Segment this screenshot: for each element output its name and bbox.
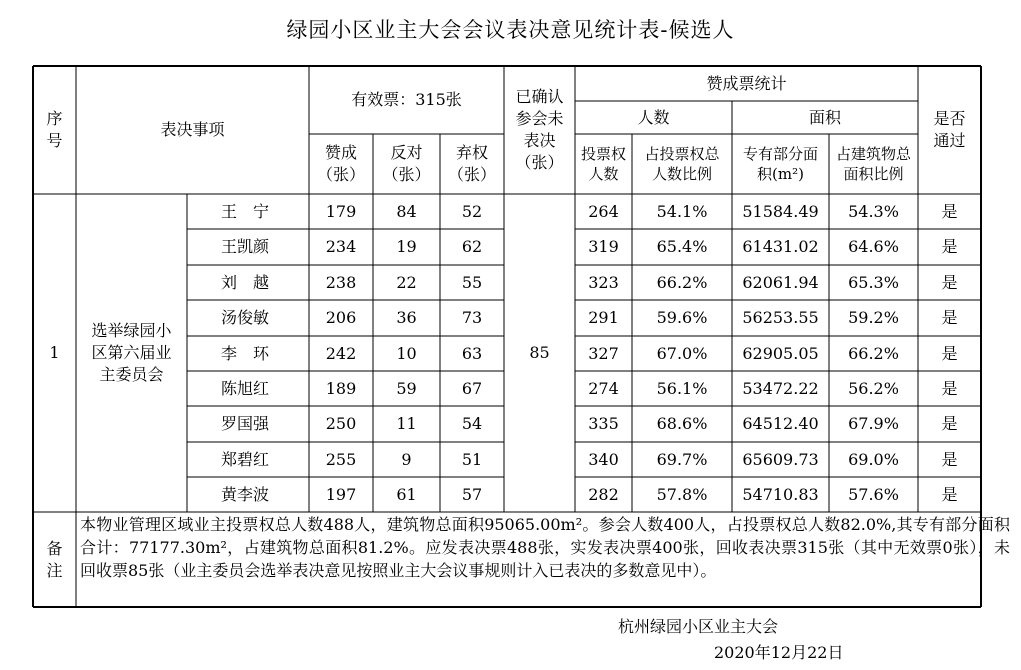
vote-ratio: 68.6% [656,414,708,433]
agree-count: 242 [325,343,357,363]
area-value: 62061.94 [742,272,819,292]
vote-ratio: 56.1% [656,378,708,398]
candidate-name: 汤俊敏 [221,308,270,327]
confirmed-value: 85 [529,343,550,362]
notes-label: 备 注 [46,538,63,580]
vote-count: 274 [588,378,619,398]
vote-count: 335 [588,414,619,433]
area-ratio: 56.2% [848,378,899,398]
area-value: 64512.40 [742,414,819,433]
candidate-name: 郑碧红 [221,449,270,469]
agree-count: 206 [325,308,357,327]
agree-count: 250 [325,414,357,433]
header-vote-ratio: 占投票权总 人数比例 [644,145,720,183]
passed-value: 是 [941,272,958,292]
agree-count: 189 [325,378,357,398]
header-seq: 序 号 [46,109,63,150]
passed-value: 是 [941,308,958,327]
area-ratio: 67.9% [848,414,899,433]
passed-value: 是 [941,201,958,221]
passed-value: 是 [941,378,958,398]
abstain-count: 51 [461,449,483,469]
area-ratio: 57.6% [848,484,899,504]
agree-count: 234 [325,237,357,256]
header-oppose: 反对 （张） [382,143,431,184]
area-value: 61431.02 [742,237,819,256]
abstain-count: 52 [461,201,483,221]
area-value: 51584.49 [742,201,819,221]
area-ratio: 54.3% [848,201,899,221]
item-label: 选举绿园小 区第六届业 主委员会 [91,321,172,384]
header-people: 人数 [637,107,670,127]
agree-count: 179 [325,201,357,221]
area-value: 53472.22 [742,378,819,398]
passed-value: 是 [941,414,958,433]
passed-value: 是 [941,343,958,363]
area-ratio: 69.0% [848,449,899,469]
candidate-name: 陈旭红 [221,378,270,398]
candidate-name: 李 环 [221,343,270,363]
abstain-count: 55 [461,272,483,292]
area-value: 56253.55 [742,308,819,327]
header-area-ratio: 占建筑物总 面积比例 [835,145,911,183]
header-area-value: 专有部分面 积(m²) [742,145,818,183]
candidate-name: 黄李波 [221,484,270,504]
vote-ratio: 57.8% [656,484,708,504]
area-value: 54710.83 [742,484,819,504]
vote-count: 282 [588,484,619,504]
oppose-count: 59 [396,378,417,398]
header-confirmed: 已确认 参会未 表决 （张） [515,87,564,172]
passed-value: 是 [941,449,958,469]
abstain-count: 54 [461,414,483,433]
vote-ratio: 59.6% [656,308,708,327]
vote-count: 323 [588,272,619,292]
candidate-name: 王凯颜 [221,237,270,256]
candidate-name: 罗国强 [221,414,270,433]
candidate-name: 刘 越 [221,272,270,292]
vote-count: 319 [588,237,619,256]
header-area: 面积 [808,107,841,127]
header-agree: 赞成 （张） [316,143,365,184]
oppose-count: 84 [396,201,417,221]
header-stats: 赞成票统计 [706,73,787,93]
vote-ratio: 54.1% [656,201,708,221]
oppose-count: 61 [396,484,417,504]
vote-count: 340 [588,449,619,469]
footer-org: 杭州绿园小区业主大会 [618,617,779,636]
abstain-count: 57 [461,484,483,504]
oppose-count: 9 [401,449,412,469]
vote-ratio: 67.0% [656,343,708,363]
vote-ratio: 66.2% [656,272,708,292]
abstain-count: 63 [461,343,483,363]
area-ratio: 59.2% [848,308,899,327]
footer-date: 2020年12月22日 [714,643,844,662]
candidate-name: 王 宁 [221,201,270,221]
oppose-count: 19 [396,237,417,256]
notes-text: 本物业管理区域业主投票权总人数488人，建筑物总面积95065.00m²。参会人数400人，占投票权总人数82.0%,其专有部分面积合计：77177.30m²，占建筑物总面积81.2%。应发表决票488张，实发表决票400张，回收表决票315张（其中无效票0张），未回收票85张（业主委员会选举表决意见按照业主大会议事规则计入已表决的多数意见中）。 [80,515,1010,580]
agree-count: 255 [325,449,357,469]
row-number: 1 [49,343,60,362]
area-ratio: 66.2% [848,343,899,363]
abstain-count: 62 [461,237,483,256]
oppose-count: 11 [396,414,417,433]
vote-ratio: 69.7% [656,449,708,469]
area-ratio: 65.3% [848,272,899,292]
header-abstain: 弃权 （张） [447,143,496,184]
area-value: 62905.05 [742,343,819,363]
agree-count: 238 [325,272,357,292]
vote-count: 264 [588,201,619,221]
oppose-count: 22 [396,272,417,292]
header-item: 表决事项 [160,120,225,139]
passed-value: 是 [941,484,958,504]
abstain-count: 73 [461,308,483,327]
abstain-count: 67 [461,378,483,398]
passed-value: 是 [941,237,958,256]
header-passed: 是否 通过 [933,109,966,150]
area-ratio: 64.6% [848,237,899,256]
area-value: 65609.73 [742,449,819,469]
agree-count: 197 [325,484,357,504]
vote-count: 327 [588,343,619,363]
header-vote-count: 投票权 人数 [580,145,626,183]
oppose-count: 10 [396,343,417,363]
header-valid-votes: 有效票：315张 [351,90,462,109]
page-title: 绿园小区业主大会会议表决意见统计表-候选人 [286,18,735,42]
oppose-count: 36 [396,308,417,327]
vote-count: 291 [588,308,619,327]
vote-ratio: 65.4% [656,237,708,256]
